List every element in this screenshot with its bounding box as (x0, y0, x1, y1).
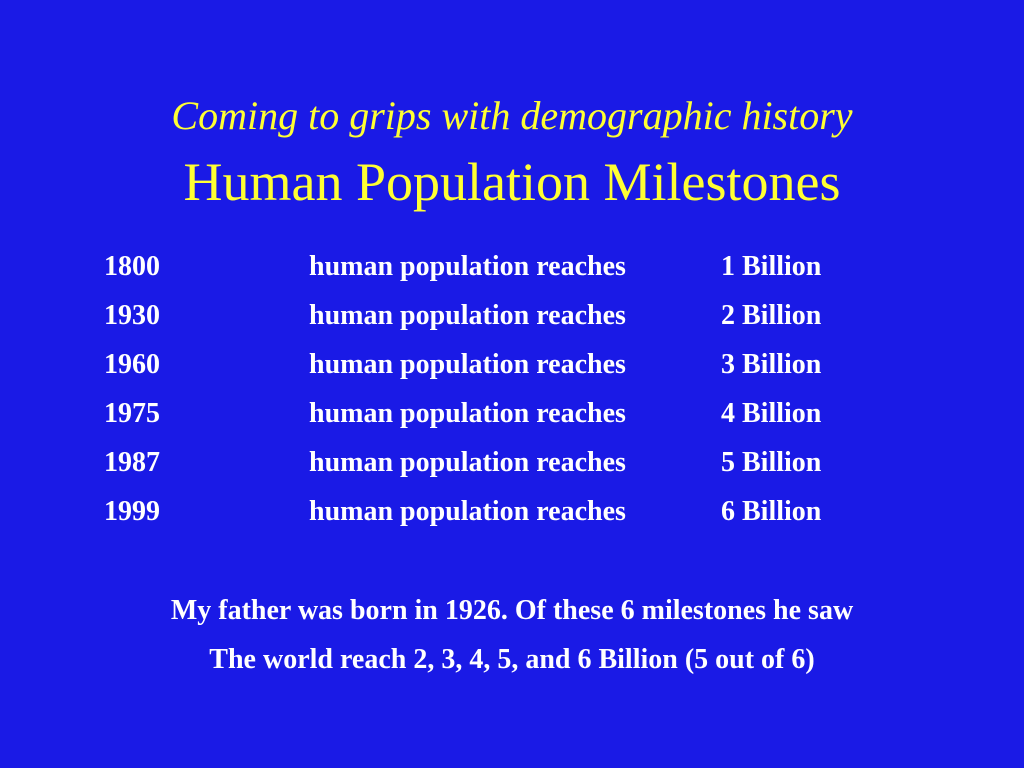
milestone-year: 1999 (104, 496, 160, 527)
milestone-year: 1960 (104, 349, 160, 380)
milestone-row (104, 343, 924, 392)
milestone-amount: 5 Billion (721, 447, 822, 478)
slide-subtitle: Coming to grips with demographic history (171, 93, 853, 138)
milestone-row (104, 490, 924, 539)
milestone-text: human population reaches (309, 496, 626, 527)
milestone-text: human population reaches (309, 300, 626, 331)
milestone-year: 1930 (104, 300, 160, 331)
milestone-amount: 4 Billion (721, 398, 822, 429)
milestone-row (104, 245, 924, 294)
note-line-2: The world reach 2, 3, 4, 5, and 6 Billion (5 out of 6) (209, 644, 815, 675)
milestones-list (104, 245, 924, 539)
slide-title: Human Population Milestones (183, 152, 841, 212)
milestone-text: human population reaches (309, 398, 626, 429)
milestone-year: 1800 (104, 251, 160, 282)
milestone-amount: 6 Billion (721, 496, 822, 527)
milestone-amount: 1 Billion (721, 251, 822, 282)
milestone-row (104, 441, 924, 490)
milestone-year: 1975 (104, 398, 160, 429)
milestone-amount: 3 Billion (721, 349, 822, 380)
milestone-text: human population reaches (309, 447, 626, 478)
milestone-text: human population reaches (309, 251, 626, 282)
milestone-text: human population reaches (309, 349, 626, 380)
milestone-year: 1987 (104, 447, 160, 478)
note-line-1: My father was born in 1926. Of these 6 milestones he saw (170, 595, 854, 626)
milestone-row (104, 294, 924, 343)
milestone-row (104, 392, 924, 441)
milestone-amount: 2 Billion (721, 300, 822, 331)
